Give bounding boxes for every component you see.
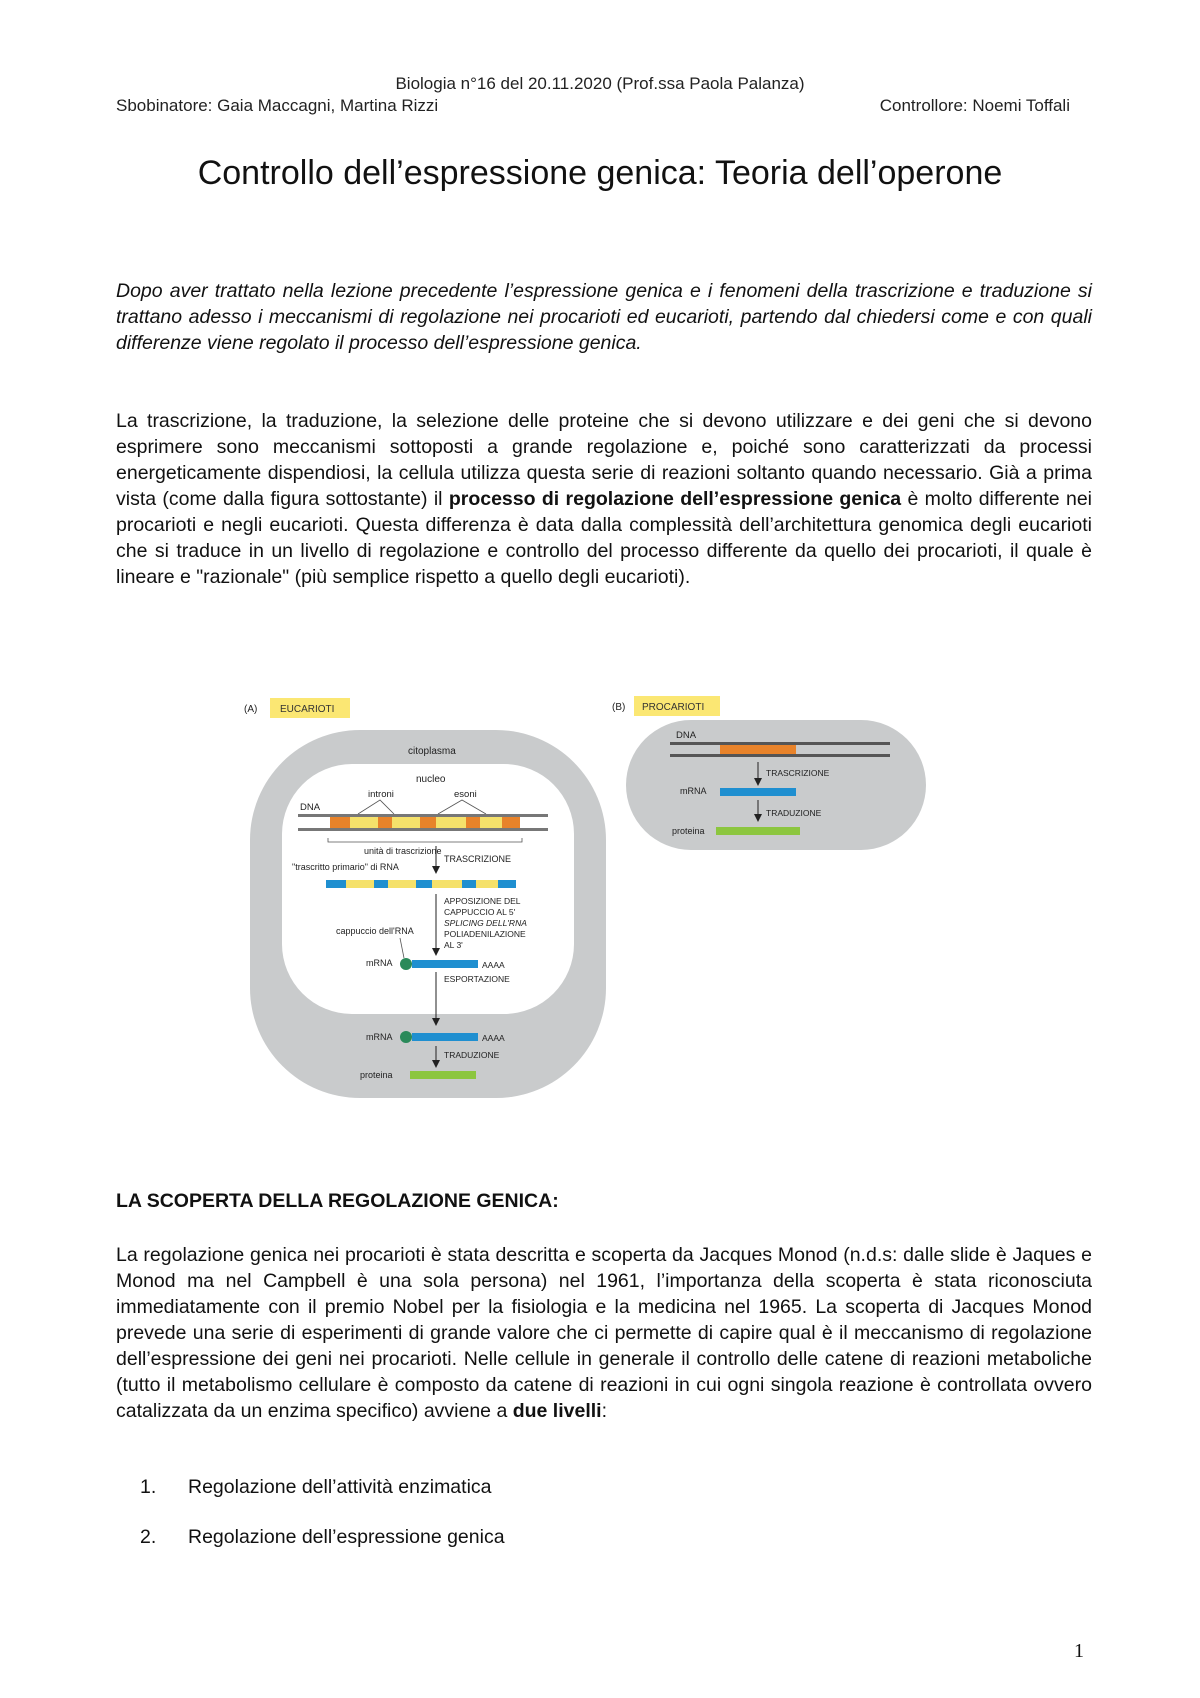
unita-label: unità di trascrizione: [364, 846, 442, 856]
apposizione-label-1: APPOSIZIONE DEL: [444, 896, 521, 906]
splicing-label: SPLICING DELL'RNA: [444, 918, 527, 928]
dna-label-b: DNA: [676, 730, 697, 741]
mrna-b: [720, 788, 796, 796]
list-number: 2.: [140, 1526, 157, 1548]
citoplasma-label: citoplasma: [408, 746, 456, 757]
rna-cap-1: [400, 958, 412, 970]
trascrizione-label-b: TRASCRIZIONE: [766, 768, 830, 778]
polya-label-1: AAAA: [482, 960, 505, 970]
mrna-label-a2: mRNA: [366, 1032, 393, 1042]
esportazione-label: ESPORTAZIONE: [444, 974, 510, 984]
trascrizione-label-a: TRASCRIZIONE: [444, 854, 512, 864]
header-reviewer: Controllore: Noemi Toffali: [879, 96, 1070, 115]
traduzione-label-a: TRADUZIONE: [444, 1050, 500, 1060]
proteina-label-a: proteina: [360, 1070, 393, 1080]
paragraph-regulation: [116, 408, 1092, 590]
list-text: Regolazione dell’espressione genica: [188, 1526, 505, 1548]
header-course-line: Biologia n°16 del 20.11.2020 (Prof.ssa Paola Palanza): [395, 74, 805, 93]
mrna-label-b: mRNA: [680, 786, 707, 796]
nucleus-shape: [282, 764, 574, 1014]
nucleo-label: nucleo: [416, 774, 446, 785]
polya-label-2: AAAA: [482, 1033, 505, 1043]
paragraph-discovery: [116, 1242, 1092, 1424]
header-credits: [116, 96, 1070, 116]
gene-expression-figure: [240, 690, 940, 1100]
list-text: Regolazione dell’attività enzimatica: [188, 1476, 492, 1498]
introni-label: introni: [368, 789, 394, 800]
paragraph-text: La regolazione genica nei procarioti è stata descritta e scoperta da Jacques Monod (n.d.s: dalle slide è Jaques e Monod ma nel Campbell è una sola persona) nel 1961, l’importanza della scoperta è stata riconosciuta immediatamente con il premio Nobel per la fisiologia e la medicina nel 1965. La scoperta di Jacques Monod prevede una serie di esperimenti di grande valore che ci permette di capire qual è il meccanismo di regolazione dell’espressione dei geni nei procarioti. Nelle cellule in generale il controllo delle catene di reazioni metaboliche (tutto il metabolismo cellulare è composto da catene di reazioni in cui ogni singola reazione è controllata ovvero catalizzata da un enzima specifico) avviene a: [116, 1244, 1092, 1422]
paragraph-text: è molto differente nei procarioti e negli eucarioti. Questa differenza è data dalla complessità dell’architettura genomica degli eucarioti che si traduce in un livello di regolazione e controllo del processo differente da quello dei procarioti, il quale è lineare e "razionale" (più semplice rispetto a quello degli eucarioti).: [116, 488, 1092, 588]
mrna-label-a1: mRNA: [366, 958, 393, 968]
eucarioti-label: EUCARIOTI: [280, 704, 335, 715]
header-transcribers: Sbobinatore: Gaia Maccagni, Martina Rizzi: [116, 96, 439, 115]
page-number: 1: [1074, 1640, 1084, 1662]
apposizione-label-2: CAPPUCCIO AL 5': [444, 907, 516, 917]
al3-label: AL 3': [444, 940, 463, 950]
paragraph-bold-text: processo di regolazione dell’espressione genica: [448, 488, 902, 510]
primary-transcript: [326, 880, 516, 888]
dna-label-a: DNA: [300, 802, 321, 813]
rna-cap-2: [400, 1031, 412, 1043]
mature-mrna-1: [412, 960, 478, 968]
traduzione-label-b: TRADUZIONE: [766, 808, 822, 818]
levels-list: [140, 1476, 505, 1576]
paragraph-bold-text: due livelli: [512, 1400, 602, 1422]
procarioti-label: PROCARIOTI: [642, 702, 705, 713]
figure-b-tag: (B): [612, 702, 626, 713]
dna-strand-a: [298, 814, 548, 831]
poliadenilazione-label: POLIADENILAZIONE: [444, 929, 526, 939]
page-title: Controllo dell’espressione genica: Teoria dell’operone: [197, 154, 1003, 192]
esoni-label: esoni: [454, 789, 477, 800]
paragraph-text: :: [601, 1400, 608, 1422]
proteina-label-b: proteina: [672, 826, 705, 836]
intro-paragraph: Dopo aver trattato nella lezione precedente l’espressione genica e i fenomeni della trascrizione e traduzione si trattano adesso i meccanismi di regolazione nei procarioti ed eucarioti, partendo dal chiedersi come e con quali differenze viene regolato il processo dell’espressione genica.: [116, 280, 1092, 354]
section-heading: LA SCOPERTA DELLA REGOLAZIONE GENICA:: [116, 1190, 559, 1212]
list-number: 1.: [140, 1476, 157, 1498]
protein-a: [410, 1071, 476, 1079]
figure-a-tag: (A): [244, 704, 258, 715]
trascritto-label: "trascritto primario" di RNA: [292, 862, 399, 872]
protein-b: [716, 827, 800, 835]
paragraph-text: La trascrizione, la traduzione, la selezione delle proteine che si devono utilizzare e dei geni che si devono esprimere sono meccanismi sottoposti a grande regolazione e, poiché sono caratterizzati da processi energeticamente dispendiosi, la cellula utilizza questa serie di reazioni soltanto quando necessario. Già a prima vista (come dalla figura sottostante) il: [116, 410, 1092, 510]
list-item: [140, 1476, 505, 1526]
mature-mrna-2: [412, 1033, 478, 1041]
list-item: [140, 1526, 505, 1576]
cappuccio-label: cappuccio dell'RNA: [336, 926, 414, 936]
